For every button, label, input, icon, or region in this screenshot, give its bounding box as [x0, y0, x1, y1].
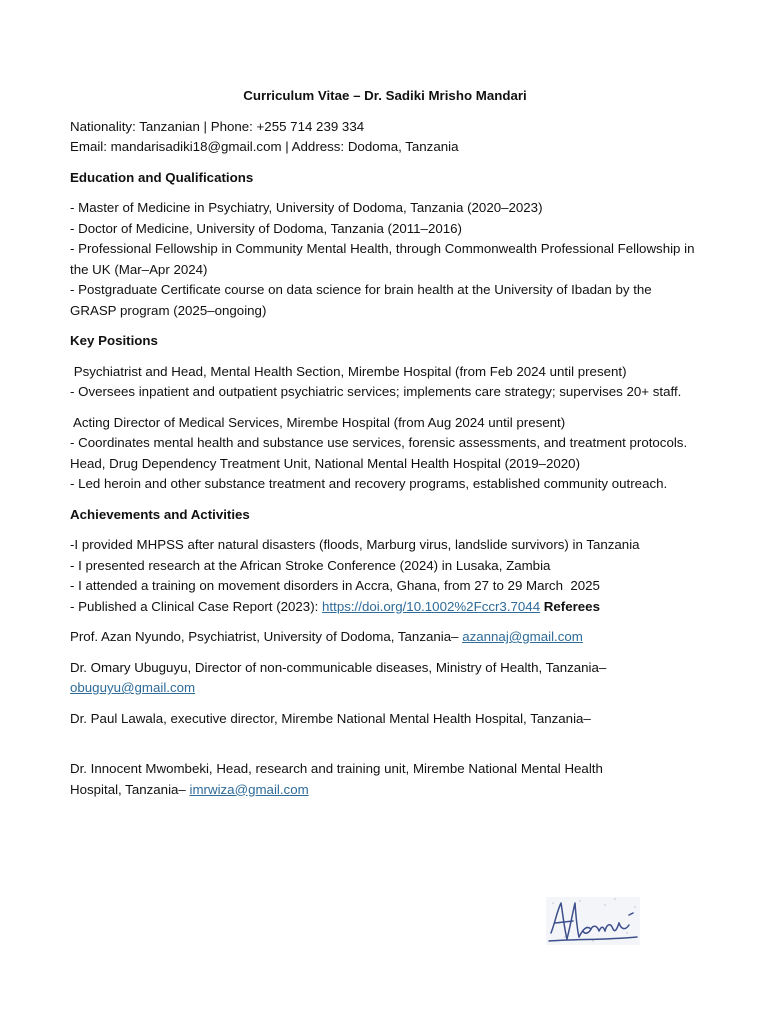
referee-text: Hospital, Tanzania– — [70, 781, 190, 797]
position-description: - Led heroin and other substance treatment and recovery programs, established community outreach. — [70, 476, 668, 491]
referee-email-link[interactable]: imrwiza@gmail.com — [189, 781, 309, 797]
achievements-heading: Achievements and Activities — [70, 506, 250, 522]
achievement-item: - I attended a training on movement disorders in Accra, Ghana, from 27 to 29 March 2025 — [70, 578, 600, 593]
education-item: - Doctor of Medicine, University of Dodoma, Tanzania (2011–2016) — [70, 220, 462, 236]
contact-line-1: Nationality: Tanzanian | Phone: +255 714 239 334 — [70, 118, 365, 134]
cv-document — [70, 86, 700, 810]
contact-line-2: Email: mandarisadiki18@gmail.com | Address: Dodoma, Tanzania — [70, 139, 459, 154]
referee-email-link[interactable]: obuguyu@gmail.com — [70, 680, 196, 695]
education-list — [70, 198, 700, 321]
position-1 — [70, 362, 700, 403]
contact-block — [70, 117, 700, 158]
referee-email-link[interactable]: azannaj@gmail.com — [462, 629, 583, 644]
achievement-item: - I presented research at the African Stroke Conference (2024) in Lusaka, Zambia — [70, 557, 551, 573]
position-2 — [70, 413, 700, 495]
achievement-item — [70, 597, 700, 618]
position-title: Psychiatrist and Head, Mental Health Section, Mirembe Hospital (from Feb 2024 until present) — [70, 363, 627, 379]
referee-2 — [70, 658, 700, 699]
referee-text: Dr. Innocent Mwombeki, Head, research and training unit, Mirembe National Mental Health — [70, 761, 603, 776]
signature-image — [545, 893, 641, 949]
position-description: - Oversees inpatient and outpatient psychiatric services; implements care strategy; supervises 20+ staff. — [70, 384, 682, 399]
referees-heading: Referees — [540, 598, 600, 614]
referee-1 — [70, 627, 700, 648]
achievement-item: -I provided MHPSS after natural disasters (floods, Marburg virus, landslide survivors) in Tanzania — [70, 537, 640, 552]
referee-text: Prof. Azan Nyundo, Psychiatrist, University of Dodoma, Tanzania– — [70, 629, 463, 644]
education-heading: Education and Qualifications — [70, 169, 254, 185]
education-item: - Professional Fellowship in Community Mental Health, through Commonwealth Professional Fellowship in the UK (Mar–Apr 2024) — [70, 241, 695, 277]
achievements-list — [70, 535, 700, 617]
publication-link[interactable]: https://doi.org/10.1002%2Fccr3.7044 — [322, 598, 541, 614]
position-title: Acting Director of Medical Services, Mirembe Hospital (from Aug 2024 until present) — [70, 414, 566, 430]
cv-title: Curriculum Vitae – Dr. Sadiki Mrisho Mandari — [243, 88, 527, 103]
referee-3: Dr. Paul Lawala, executive director, Mirembe National Mental Health Hospital, Tanzania– — [70, 710, 591, 726]
referee-text: Dr. Omary Ubuguyu, Director of non-communicable diseases, Ministry of Health, Tanzania– — [70, 659, 607, 675]
position-description: - Coordinates mental health and substance use services, forensic assessments, and treatment protocols. — [70, 435, 688, 450]
publication-prefix: - Published a Clinical Case Report (2023): — [70, 598, 323, 614]
position-title: Head, Drug Dependency Treatment Unit, National Mental Health Hospital (2019–2020) — [70, 455, 581, 471]
education-item: - Postgraduate Certificate course on data science for brain health at the University of Ibadan by the GRASP program (2025–ongoing) — [70, 282, 652, 318]
referee-4 — [70, 759, 700, 800]
positions-heading: Key Positions — [70, 333, 158, 348]
education-item: - Master of Medicine in Psychiatry, University of Dodoma, Tanzania (2020–2023) — [70, 200, 543, 215]
